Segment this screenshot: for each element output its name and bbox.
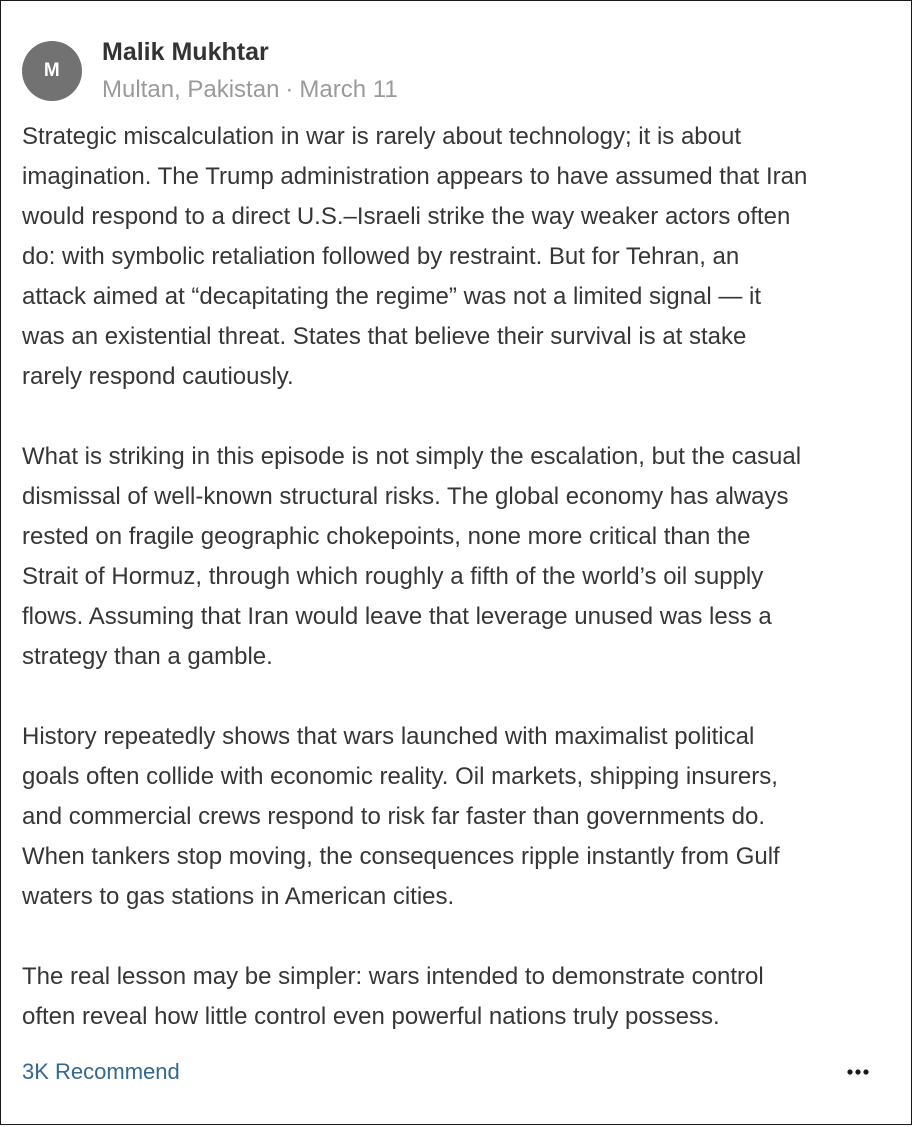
comment-paragraph (22, 437, 902, 677)
text-line: waters to gas stations in American cities. (22, 883, 455, 910)
text-line: When tankers stop moving, the consequences ripple instantly from Gulf (22, 843, 780, 870)
author-name[interactable]: Malik Mukhtar (102, 38, 269, 66)
text-line: Strait of Hormuz, through which roughly a fifth of the world’s oil supply (22, 563, 764, 590)
text-line: goals often collide with economic reality. Oil markets, shipping insurers, (22, 763, 778, 790)
text-line: often reveal how little control even powerful nations truly possess. (22, 1003, 720, 1030)
text-line: History repeatedly shows that wars launched with maximalist political (22, 723, 755, 750)
comment-meta (102, 74, 398, 106)
author-location: Multan, Pakistan (102, 76, 280, 103)
text-line: was an existential threat. States that believe their survival is at stake (22, 323, 747, 350)
comment-paragraph (22, 717, 902, 917)
text-line: dismissal of well-known structural risks. The global economy has always (22, 483, 789, 510)
text-line: would respond to a direct U.S.–Israeli strike the way weaker actors often (22, 203, 791, 230)
text-line: rested on fragile geographic chokepoints, none more critical than the (22, 523, 751, 550)
recommend-button[interactable]: 3K Recommend (22, 1059, 180, 1084)
comment-paragraph (22, 117, 902, 397)
text-line: The real lesson may be simpler: wars intended to demonstrate control (22, 963, 764, 990)
text-line: Strategic miscalculation in war is rarely about technology; it is about (22, 123, 742, 150)
text-line: What is striking in this episode is not simply the escalation, but the casual (22, 443, 802, 470)
text-line: strategy than a gamble. (22, 643, 273, 670)
text-line: attack aimed at “decapitating the regime” was not a limited signal — it (22, 283, 762, 310)
text-line: rarely respond cautiously. (22, 363, 294, 390)
ellipsis-icon (846, 1068, 870, 1076)
comment-date: March 11 (299, 76, 398, 103)
avatar[interactable] (22, 41, 82, 101)
text-line: and commercial crews respond to risk far faster than governments do. (22, 803, 765, 830)
meta-separator: · (285, 76, 294, 103)
comment-body (22, 117, 902, 1037)
comment-paragraph (22, 957, 902, 1037)
text-line: do: with symbolic retaliation followed by restraint. But for Tehran, an (22, 243, 740, 270)
text-line: flows. Assuming that Iran would leave that leverage unused was less a (22, 603, 772, 630)
avatar-initial: M (43, 60, 61, 81)
text-line: imagination. The Trump administration appears to have assumed that Iran (22, 163, 808, 190)
more-options-button[interactable] (844, 1059, 872, 1085)
